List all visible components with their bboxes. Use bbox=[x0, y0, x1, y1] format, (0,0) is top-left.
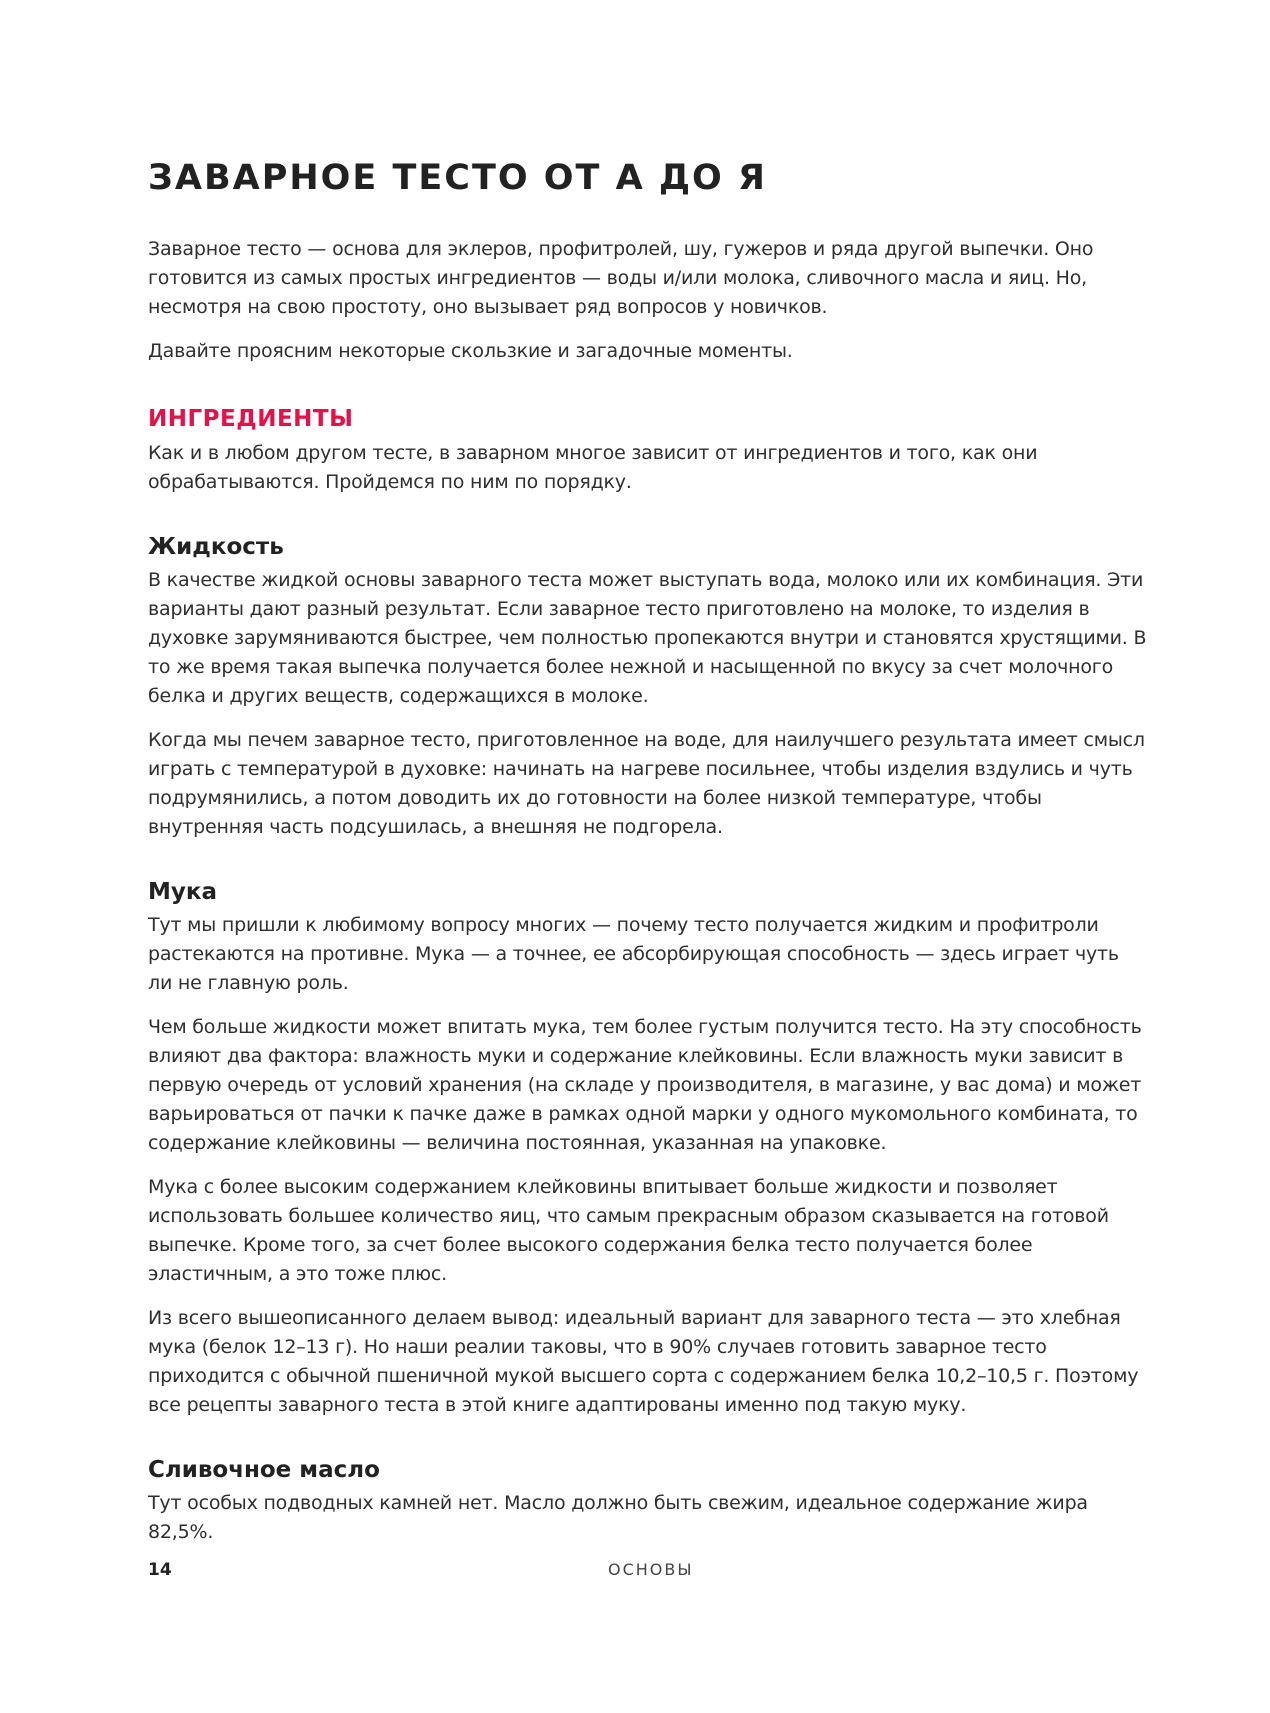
flour-paragraph-1: Тут мы пришли к любимому вопросу многих — почему тесто получается жидким и профитроли растекаются на противне. Мука — а точнее, ее абсорбирующая способность — здесь играет чуть ли не главную роль. bbox=[148, 914, 1119, 994]
butter-paragraph: Тут особых подводных камней нет. Масло должно быть свежим, идеальное содержание жира 82,5%. bbox=[148, 1492, 1088, 1543]
page-content bbox=[148, 148, 1148, 1547]
section-title-ingredients: ИНГРЕДИЕНТЫ bbox=[148, 406, 354, 432]
subsection-title-flour: Мука bbox=[148, 879, 218, 905]
chapter-title: ЗАВАРНОЕ ТЕСТО ОТ А ДО Я bbox=[148, 158, 767, 198]
intro-paragraph-1: Заварное тесто — основа для эклеров, профитролей, шу, гужеров и ряда другой выпечки. Оно готовится из самых простых ингредиентов — воды и/или молока, сливочного масла и яиц. Но, несмотря на свою простоту, оно вызывает ряд вопросов у новичков. bbox=[148, 238, 1094, 318]
flour-paragraph-3: Мука с более высоким содержанием клейковины впитывает больше жидкости и позволяет использовать большее количество яиц, что самым прекрасным образом сказывается на готовой выпечке. Кроме того, за счет более высокого содержания белка тесто получается более эластичным, а это тоже плюс. bbox=[148, 1176, 1109, 1285]
liquid-paragraph-2: Когда мы печем заварное тесто, приготовленное на воде, для наилучшего результата имеет смысл играть с температурой в духовке: начинать на нагреве посильнее, чтобы изделия вздулись и чуть подрумянились, а потом доводить их до готовности на более низкой температуре, чтобы внутренняя часть подсушилась, а внешняя не подгорела. bbox=[148, 729, 1145, 838]
ingredients-intro: Как и в любом другом тесте, в заварном многое зависит от ингредиентов и того, как они обрабатываются. Пройдемся по ним по порядку. bbox=[148, 442, 1038, 493]
flour-paragraph-2: Чем больше жидкости может впитать мука, тем более густым получится тесто. На эту способность влияют два фактора: влажность муки и содержание клейковины. Если влажность муки зависит в первую очередь от условий хранения (на складе у производителя, в магазине, у вас дома) и может варьироваться от пачки к пачке даже в рамках одной марки у одного мукомольного комбината, то содержание клейковины — величина постоянная, указанная на упаковке. bbox=[148, 1016, 1142, 1154]
flour-paragraph-4: Из всего вышеописанного делаем вывод: идеальный вариант для заварного теста — это хлебная мука (белок 12–13 г). Но наши реалии таковы, что в 90% случаев готовить заварное тесто приходится с обычной пшеничной мукой высшего сорта с содержанием белка 10,2–10,5 г. Поэтому все рецепты заварного теста в этой книге адаптированы именно под такую муку. bbox=[148, 1307, 1139, 1416]
intro-paragraph-2: Давайте проясним некоторые скользкие и загадочные моменты. bbox=[148, 340, 793, 362]
running-head: ОСНОВЫ bbox=[608, 1560, 694, 1579]
liquid-paragraph-1: В качестве жидкой основы заварного теста может выступать вода, молоко или их комбинация. Эти варианты дают разный результат. Если заварное тесто приготовлено на молоке, то изделия в духовке зарумяниваются быстрее, чем полностью пропекаются внутри и становятся хрустящими. В то же время такая выпечка получается более нежной и насыщенной по вкусу за счет молочного белка и других веществ, содержащихся в молоке. bbox=[148, 569, 1147, 707]
subsection-title-liquid: Жидкость bbox=[148, 534, 284, 560]
subsection-title-butter: Сливочное масло bbox=[148, 1457, 380, 1483]
page-footer bbox=[148, 1555, 1148, 1585]
page-number: 14 bbox=[148, 1560, 172, 1580]
